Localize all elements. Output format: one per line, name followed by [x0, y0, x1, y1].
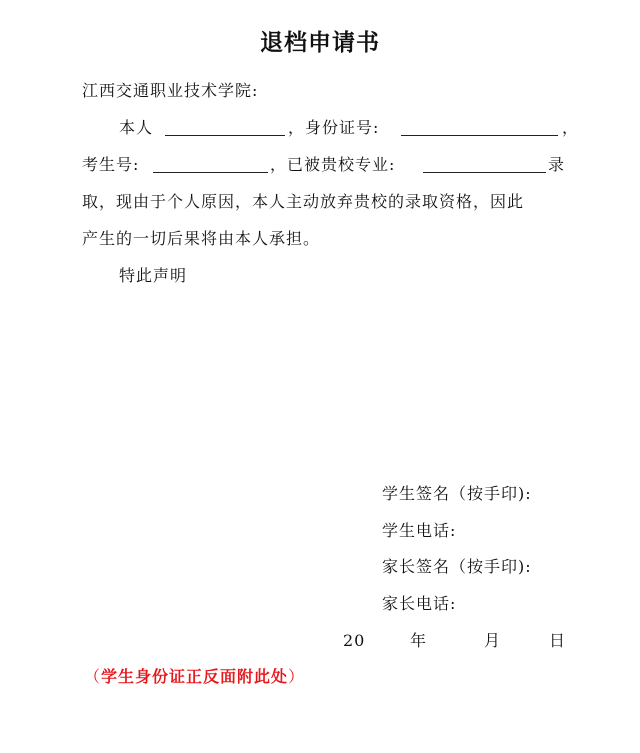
name-blank[interactable]: [165, 119, 285, 136]
document-title: 退档申请书: [260, 30, 380, 56]
student-phone-label: 学生电话:: [382, 521, 457, 540]
exam-number-blank[interactable]: [153, 156, 268, 173]
note-text: 学生身份证正反面附此处: [101, 667, 289, 686]
parent-signature-label: 家长签名（按手印):: [382, 557, 532, 576]
id-label: ，身份证号:: [288, 118, 380, 137]
note-close-paren: ）: [288, 667, 306, 686]
id-number-blank[interactable]: [401, 119, 558, 136]
addressee: 江西交通职业技术学院:: [82, 81, 259, 100]
name-label: 本人: [119, 118, 154, 137]
comma: ，: [562, 118, 580, 137]
date-year: 年: [410, 631, 428, 650]
exam-number-label: 考生号:: [82, 155, 140, 174]
student-signature-label: 学生签名（按手印):: [382, 484, 532, 503]
major-label: ，已被贵校专业:: [270, 155, 396, 174]
date-month: 月: [484, 631, 502, 650]
id-card-note: [84, 667, 305, 687]
parent-phone-label: 家长电话:: [382, 594, 457, 613]
note-open-paren: （: [84, 667, 102, 686]
date-day: 日: [549, 631, 567, 650]
admit-char: 录: [548, 155, 566, 174]
date-year-prefix: 20: [343, 631, 366, 650]
body-line-3: 取，现由于个人原因，本人主动放弃贵校的录取资格，因此: [82, 192, 525, 211]
declaration: 特此声明: [119, 266, 188, 285]
major-blank[interactable]: [423, 156, 546, 173]
body-line-4: 产生的一切后果将由本人承担。: [82, 229, 321, 248]
